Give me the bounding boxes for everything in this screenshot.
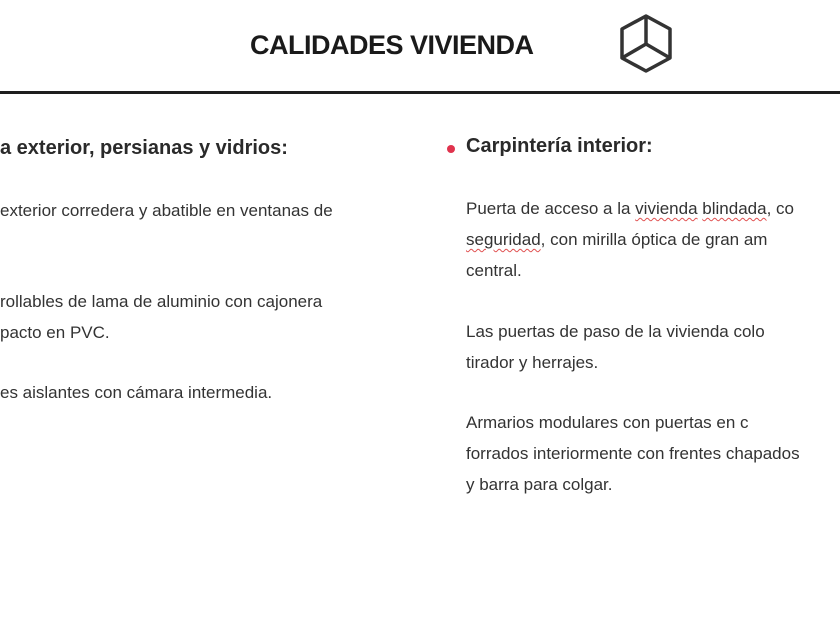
right-p2-line-2: tirador y herrajes. (466, 353, 599, 372)
text-span-spellcheck: vivienda (635, 199, 698, 218)
right-p2-line-1: Las puertas de paso de la vivienda colo (466, 322, 765, 341)
left-p2-line-1: rollables de lama de aluminio con cajonera (0, 292, 323, 311)
right-p1-line-1 (466, 193, 794, 224)
left-section-heading: a exterior, persianas y vidrios: (0, 137, 288, 159)
right-paragraph-1 (466, 193, 794, 286)
right-p1-line-3: central. (466, 261, 522, 280)
bullet-icon (447, 145, 455, 153)
left-p3-line-1: es aislantes con cámara intermedia. (0, 383, 273, 402)
text-span: , con mirilla óptica de gran am (540, 230, 768, 249)
page-title: CALIDADES VIVIENDA (250, 30, 534, 60)
text-span: Puerta de acceso a la (466, 199, 636, 218)
left-paragraph-1 (0, 195, 333, 226)
right-section-heading: Carpintería interior: (466, 135, 653, 157)
right-paragraph-2 (466, 316, 765, 378)
text-span: , co (766, 199, 794, 218)
right-p3-line-1: Armarios modulares con puertas en c (466, 413, 749, 432)
left-paragraph-2 (0, 286, 322, 348)
right-p3-line-3: y barra para colgar. (466, 475, 613, 494)
text-span-spellcheck: seguridad (466, 230, 541, 249)
left-p1-line-1: exterior corredera y abatible en ventanas de (0, 201, 333, 220)
right-paragraph-3 (466, 407, 800, 500)
right-p3-line-2: forrados interiormente con frentes chapados (466, 444, 800, 463)
cube-outline-icon (618, 12, 674, 76)
text-span-spellcheck: blindada (702, 199, 767, 218)
right-p1-line-2 (466, 224, 794, 255)
left-paragraph-3 (0, 377, 272, 408)
left-p2-line-2: pacto en PVC. (0, 323, 110, 342)
header-divider (0, 91, 840, 94)
